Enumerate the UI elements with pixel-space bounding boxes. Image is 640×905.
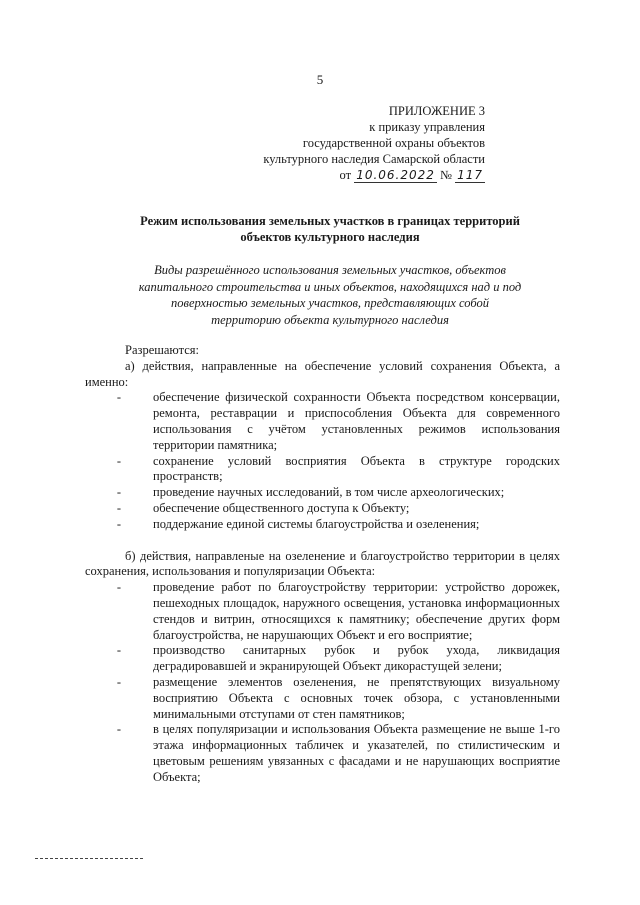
list-item-text: поддержание единой системы благоустройства и озеленения; bbox=[153, 516, 480, 531]
list-dash: - bbox=[116, 516, 122, 531]
list-item bbox=[85, 485, 560, 501]
list-item bbox=[85, 517, 560, 533]
list-item bbox=[85, 722, 560, 785]
list-item bbox=[85, 501, 560, 517]
subtitle bbox=[95, 262, 565, 328]
subtitle-line: поверхностью земельных участков, представляющих собой bbox=[171, 296, 489, 310]
list-item-text: обеспечение общественного доступа к Объекту; bbox=[153, 500, 410, 515]
list-item bbox=[85, 675, 560, 722]
appendix-block bbox=[255, 103, 485, 183]
appendix-line: к приказу управления bbox=[369, 120, 485, 134]
list-item-text: сохранение условий восприятия Объекта в структуре городских пространств; bbox=[153, 453, 560, 484]
list-item bbox=[85, 390, 560, 453]
title-line: Режим использования земельных участков в границах территорий bbox=[140, 214, 520, 228]
appendix-line: культурного наследия Самарской области bbox=[263, 152, 485, 166]
from-label: от bbox=[339, 168, 352, 182]
document-title bbox=[100, 213, 560, 245]
list-dash: - bbox=[116, 674, 122, 689]
list-item-text: проведение научных исследований, в том числе археологических; bbox=[153, 485, 505, 500]
section-b-lead: б) действия, направленые на озеленение и благоустройство территории в целях сохранения, использования и популяризации Объекта: bbox=[85, 548, 560, 579]
list-dash: - bbox=[116, 485, 122, 500]
list-dash: - bbox=[116, 453, 122, 468]
list-item-text: производство санитарных рубок и рубок ухода, ликвидация деградировавшей и экранирующей Объект дикорастущей зелени; bbox=[153, 643, 560, 674]
title-line: объектов культурного наследия bbox=[240, 230, 420, 244]
appendix-date-line bbox=[255, 167, 485, 183]
list-dash: - bbox=[116, 580, 122, 595]
appendix-title: ПРИЛОЖЕНИЕ 3 bbox=[388, 104, 485, 118]
footnote-separator bbox=[35, 858, 143, 859]
list-item bbox=[85, 643, 560, 675]
list-item-text: размещение элементов озеленения, не препятствующих визуальному восприятию Объекта с основных точек обзора, с установленными минимальными отступами от стен памятников; bbox=[153, 674, 560, 721]
list-item bbox=[85, 454, 560, 486]
appendix-line: государственной охраны объектов bbox=[302, 136, 485, 150]
list-dash: - bbox=[116, 500, 122, 515]
subtitle-line: территорию объекта культурного наследия bbox=[211, 312, 449, 327]
list-item bbox=[85, 580, 560, 643]
list-dash: - bbox=[116, 722, 122, 737]
intro-paragraph: Разрешаются: bbox=[125, 343, 199, 357]
list-dash: - bbox=[116, 390, 122, 405]
list-item-text: обеспечение физической сохранности Объекта посредством консервации, ремонта, реставрации и приспособления Объекта для современного использования с учётом установленных режимов использования территории памятника; bbox=[153, 390, 560, 452]
handwritten-date: 10.06.2022 bbox=[356, 168, 435, 182]
list-item-text: в целях популяризации и использования Объекта размещение не выше 1-го этажа информационных табличек и указателей, по стилистическим и цветовым решениям увязанных с фасадами и не нарушающих восприятие Объекта; bbox=[153, 722, 560, 784]
number-label: № bbox=[440, 168, 452, 182]
handwritten-number: 117 bbox=[457, 168, 483, 182]
section-gap bbox=[85, 533, 560, 549]
subtitle-line: капитального строительства и иных объектов, находящихся над и под bbox=[138, 279, 522, 294]
subtitle-line: Виды разрешённого использования земельных участков, объектов bbox=[154, 263, 506, 277]
list-item-text: проведение работ по благоустройству территории: устройство дорожек, пешеходных площадок, наружного освещения, установка информационных стендов и витрин, относящихся к памятнику; обеспечение других форм благоустройства, не нарушающих Объект и его восприятие; bbox=[153, 580, 560, 642]
page-number: 5 bbox=[316, 72, 324, 87]
list-dash: - bbox=[116, 643, 122, 658]
document-body bbox=[85, 343, 560, 786]
section-a-lead: а) действия, направленные на обеспечение условий сохранения Объекта, а именно: bbox=[85, 358, 560, 389]
